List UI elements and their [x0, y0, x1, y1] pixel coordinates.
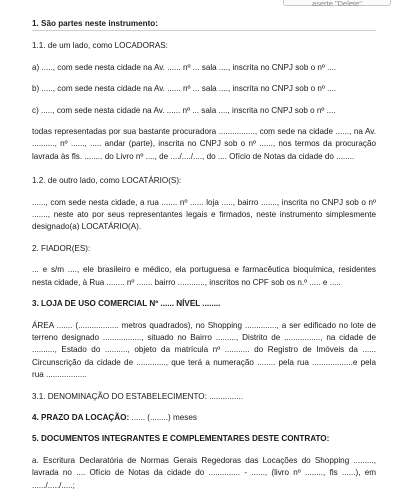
section-5-title: 5. DOCUMENTOS INTEGRANTES E COMPLEMENTARES DESTE CONTRATO: [32, 434, 330, 444]
procuradora-paragraph: todas representadas por sua bastante procuradora ................, com sede na cidade ......, na Av. .........., nº ......, ..... andar (parte), inscrita no CNPJ sob o nº ......, nos termos da procuração lavrada às fls. ........ do Livro nº ...., de ..../..../...., do .... Ofício de Notas da cidade do ........ [32, 127, 376, 161]
delete-hint-box: aserte "Delete" [283, 0, 391, 6]
loja-paragraph: ÁREA ....... (.................. metros quadrados), no Shopping .............., a ser edificado no lote de terreno designado ................., situado no Bairro ........., Distrito de ................, na cidade de .........., Estado do .........., objeto da matrícula nº ........... do Registro de Imóveis da ...... Circunscrição da cidade de ............., que terá a numeração ........ pela rua ..................e pela rua .................. [32, 320, 376, 380]
locadora-a: a) ....., com sede nesta cidade na Av. ...... nº ... sala ...., inscrita no CNPJ sob o nº .... [32, 62, 337, 72]
section-1-title: 1. São partes neste instrumento: [32, 19, 158, 28]
section-4-title: 4. PRAZO DA LOCAÇÃO: [32, 412, 130, 422]
fiador-paragraph: ... e s/m ...., ele brasileiro e médico, ela portuguesa e farmacêutica bioquímica, residentes nesta cidade, à Rua ........ nº ....... bairro ............, inscritos no CPF sob os n.º ..... e ..... [32, 265, 376, 287]
locadora-c: c) ....., com sede nesta cidade na Av. ...... nº ... sala ...., inscrita no CNPJ sob o nº .... [32, 105, 336, 115]
section-5-a: a. Escritura Declaratória de Normas Gerais Regedoras das Locações do Shopping ........., lavrada no .... Ofício de Notas da cidade do .............. - ......, (livro nº ........, fls ......), em ....../...../.....; [32, 455, 376, 490]
section-4 [32, 412, 376, 424]
locadora-b: b) ....., com sede nesta cidade na Av. ...... nº ... sala ...., inscrita no CNPJ sob o nº .... [32, 84, 337, 94]
section-3-1: 3.1. DENOMINAÇÃO DO ESTABELECIMENTO: ............... [32, 391, 243, 401]
section-3-title: 3. LOJA DE USO COMERCIAL Nº ...... NÍVEL ........ [32, 299, 221, 309]
contract-document [32, 18, 376, 492]
section-2-title: 2. FIADOR(ES): [32, 243, 91, 253]
section-1-1-intro: 1.1. de um lado, como LOCADORAS: [32, 41, 168, 51]
section-1-2-intro: 1.2. de outro lado, como LOCATÁRIO(S): [32, 176, 182, 186]
section-4-value: ...... (........) meses [129, 412, 197, 422]
locatario-paragraph: ......, com sede nesta cidade, a rua ....... nº ...... loja ....., bairro ......., inscrita no CNPJ sob o nº ......., neste ato por seus representantes legais e firmados, neste instrumento simplesmente designado(a) LOCATÁRIO(A). [32, 197, 376, 232]
